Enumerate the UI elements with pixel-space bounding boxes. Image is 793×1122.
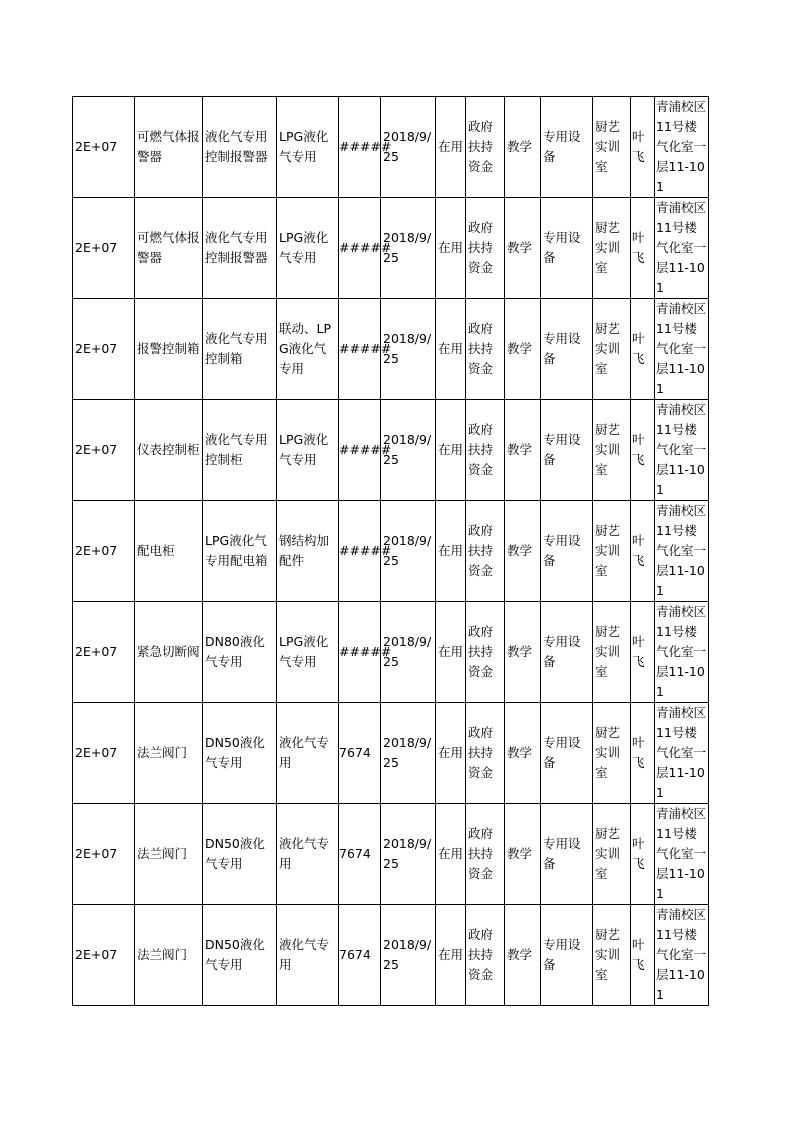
usage-cell: 教学 (505, 97, 541, 198)
fund-source-cell: 政府扶持资金 (466, 804, 505, 905)
asset-name-cell: 报警控制箱 (135, 299, 203, 400)
department-cell: 厨艺实训室 (593, 905, 631, 1006)
category-cell: 专用设备 (541, 97, 593, 198)
category-cell: 专用设备 (541, 905, 593, 1006)
asset-cost-cell: ##### (339, 501, 381, 602)
asset-name-cell: 仪表控制柜 (135, 400, 203, 501)
asset-cost-cell: ##### (339, 400, 381, 501)
status-cell: 在用 (436, 299, 466, 400)
fund-source-cell: 政府扶持资金 (466, 703, 505, 804)
department-cell: 厨艺实训室 (593, 97, 631, 198)
table-row (73, 501, 709, 602)
department-cell: 厨艺实训室 (593, 703, 631, 804)
usage-cell: 教学 (505, 400, 541, 501)
asset-name-cell: 法兰阀门 (135, 804, 203, 905)
asset-cost-cell: 7674 (339, 905, 381, 1006)
location-cell: 青浦校区11号楼气化室一层11-101 (655, 400, 709, 501)
acquire-date-cell: 2018/9/25 (381, 97, 436, 198)
usage-cell: 教学 (505, 198, 541, 299)
location-cell: 青浦校区11号楼气化室一层11-101 (655, 299, 709, 400)
location-cell: 青浦校区11号楼气化室一层11-101 (655, 501, 709, 602)
asset-model-cell: 液化气专用控制报警器 (203, 97, 277, 198)
fund-source-cell: 政府扶持资金 (466, 400, 505, 501)
asset-code-cell: 2E+07 (73, 501, 135, 602)
location-cell: 青浦校区11号楼气化室一层11-101 (655, 804, 709, 905)
asset-table (72, 96, 709, 1006)
status-cell: 在用 (436, 905, 466, 1006)
location-cell: 青浦校区11号楼气化室一层11-101 (655, 198, 709, 299)
department-cell: 厨艺实训室 (593, 400, 631, 501)
department-cell: 厨艺实训室 (593, 602, 631, 703)
table-body (73, 97, 709, 1006)
asset-spec-cell: 液化气专用 (277, 905, 339, 1006)
asset-cost-cell: ##### (339, 97, 381, 198)
acquire-date-cell: 2018/9/25 (381, 804, 436, 905)
asset-model-cell: 液化气专用控制柜 (203, 400, 277, 501)
category-cell: 专用设备 (541, 804, 593, 905)
custodian-cell: 叶飞 (631, 804, 655, 905)
custodian-cell: 叶飞 (631, 602, 655, 703)
department-cell: 厨艺实训室 (593, 501, 631, 602)
asset-spec-cell: LPG液化气专用 (277, 602, 339, 703)
table-row (73, 804, 709, 905)
asset-model-cell: DN50液化气专用 (203, 703, 277, 804)
asset-spec-cell: LPG液化气专用 (277, 97, 339, 198)
acquire-date-cell: 2018/9/25 (381, 905, 436, 1006)
category-cell: 专用设备 (541, 400, 593, 501)
department-cell: 厨艺实训室 (593, 299, 631, 400)
asset-spec-cell: LPG液化气专用 (277, 400, 339, 501)
fund-source-cell: 政府扶持资金 (466, 501, 505, 602)
status-cell: 在用 (436, 97, 466, 198)
status-cell: 在用 (436, 400, 466, 501)
usage-cell: 教学 (505, 299, 541, 400)
asset-code-cell: 2E+07 (73, 905, 135, 1006)
asset-model-cell: DN80液化气专用 (203, 602, 277, 703)
custodian-cell: 叶飞 (631, 299, 655, 400)
fund-source-cell: 政府扶持资金 (466, 198, 505, 299)
fund-source-cell: 政府扶持资金 (466, 905, 505, 1006)
usage-cell: 教学 (505, 501, 541, 602)
custodian-cell: 叶飞 (631, 97, 655, 198)
table-row (73, 602, 709, 703)
asset-spec-cell: 液化气专用 (277, 804, 339, 905)
fund-source-cell: 政府扶持资金 (466, 602, 505, 703)
asset-model-cell: 液化气专用控制箱 (203, 299, 277, 400)
asset-name-cell: 紧急切断阀 (135, 602, 203, 703)
acquire-date-cell: 2018/9/25 (381, 299, 436, 400)
usage-cell: 教学 (505, 703, 541, 804)
asset-code-cell: 2E+07 (73, 97, 135, 198)
asset-model-cell: DN50液化气专用 (203, 804, 277, 905)
custodian-cell: 叶飞 (631, 198, 655, 299)
asset-name-cell: 法兰阀门 (135, 703, 203, 804)
table-row (73, 198, 709, 299)
asset-spec-cell: 液化气专用 (277, 703, 339, 804)
asset-cost-cell: ##### (339, 198, 381, 299)
category-cell: 专用设备 (541, 602, 593, 703)
status-cell: 在用 (436, 602, 466, 703)
status-cell: 在用 (436, 198, 466, 299)
location-cell: 青浦校区11号楼气化室一层11-101 (655, 905, 709, 1006)
asset-spec-cell: 钢结构加配件 (277, 501, 339, 602)
acquire-date-cell: 2018/9/25 (381, 198, 436, 299)
asset-spec-cell: 联动、LPG液化气专用 (277, 299, 339, 400)
status-cell: 在用 (436, 501, 466, 602)
asset-name-cell: 法兰阀门 (135, 905, 203, 1006)
location-cell: 青浦校区11号楼气化室一层11-101 (655, 602, 709, 703)
asset-code-cell: 2E+07 (73, 198, 135, 299)
asset-cost-cell: ##### (339, 602, 381, 703)
asset-code-cell: 2E+07 (73, 703, 135, 804)
acquire-date-cell: 2018/9/25 (381, 703, 436, 804)
department-cell: 厨艺实训室 (593, 804, 631, 905)
asset-model-cell: 液化气专用控制报警器 (203, 198, 277, 299)
asset-code-cell: 2E+07 (73, 400, 135, 501)
category-cell: 专用设备 (541, 299, 593, 400)
status-cell: 在用 (436, 703, 466, 804)
asset-cost-cell: 7674 (339, 703, 381, 804)
usage-cell: 教学 (505, 804, 541, 905)
table-row (73, 703, 709, 804)
asset-model-cell: DN50液化气专用 (203, 905, 277, 1006)
fund-source-cell: 政府扶持资金 (466, 97, 505, 198)
table-row (73, 400, 709, 501)
fund-source-cell: 政府扶持资金 (466, 299, 505, 400)
asset-code-cell: 2E+07 (73, 804, 135, 905)
custodian-cell: 叶飞 (631, 703, 655, 804)
asset-model-cell: LPG液化气专用配电箱 (203, 501, 277, 602)
table-row (73, 905, 709, 1006)
category-cell: 专用设备 (541, 198, 593, 299)
asset-cost-cell: 7674 (339, 804, 381, 905)
asset-name-cell: 配电柜 (135, 501, 203, 602)
asset-spec-cell: LPG液化气专用 (277, 198, 339, 299)
custodian-cell: 叶飞 (631, 905, 655, 1006)
category-cell: 专用设备 (541, 501, 593, 602)
asset-name-cell: 可燃气体报警器 (135, 97, 203, 198)
department-cell: 厨艺实训室 (593, 198, 631, 299)
custodian-cell: 叶飞 (631, 501, 655, 602)
asset-cost-cell: ##### (339, 299, 381, 400)
acquire-date-cell: 2018/9/25 (381, 400, 436, 501)
asset-code-cell: 2E+07 (73, 602, 135, 703)
usage-cell: 教学 (505, 602, 541, 703)
asset-code-cell: 2E+07 (73, 299, 135, 400)
table-row (73, 97, 709, 198)
acquire-date-cell: 2018/9/25 (381, 501, 436, 602)
acquire-date-cell: 2018/9/25 (381, 602, 436, 703)
custodian-cell: 叶飞 (631, 400, 655, 501)
category-cell: 专用设备 (541, 703, 593, 804)
usage-cell: 教学 (505, 905, 541, 1006)
location-cell: 青浦校区11号楼气化室一层11-101 (655, 97, 709, 198)
location-cell: 青浦校区11号楼气化室一层11-101 (655, 703, 709, 804)
asset-name-cell: 可燃气体报警器 (135, 198, 203, 299)
table-row (73, 299, 709, 400)
status-cell: 在用 (436, 804, 466, 905)
